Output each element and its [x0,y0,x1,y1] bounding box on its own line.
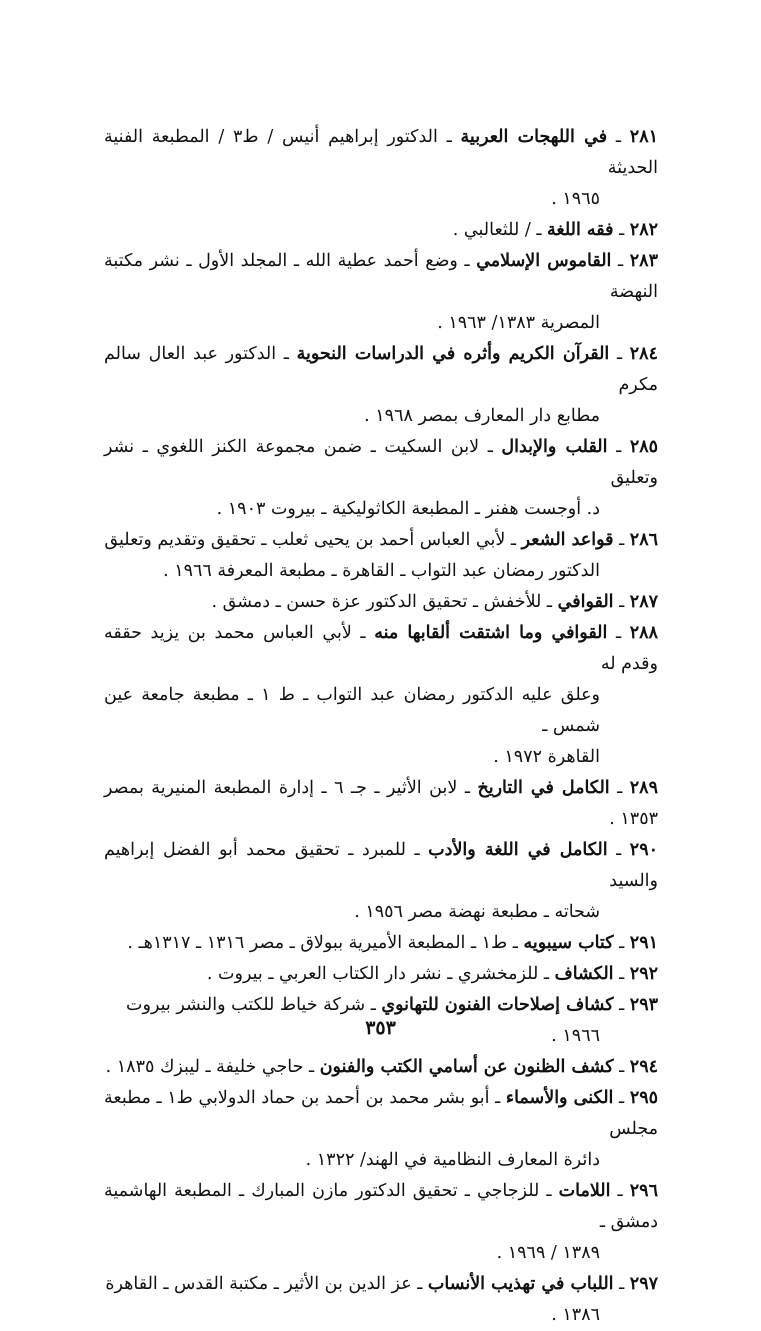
entry-number: ٢٨٩ [629,778,658,798]
entry-title: اللامات [558,1181,611,1201]
entry-details: وضع أحمد عطية الله ـ المجلد الأول ـ نشر مكتبة النهضة [104,251,658,302]
entry-details: للزمخشري ـ نشر دار الكتاب العربي ـ بيروت . [206,964,539,984]
bibliography-entry: ٢٩٠ ـ الكامل في اللغة والأدب ـ للمبرد ـ تحقيق محمد أبو الفضل إبراهيم والسيد شحاته ـ مطبعة نهضة مصر ١٩٥٦ . [104,835,658,928]
entry-continuation: د. أوجست هفنر ـ المطبعة الكاثوليكية ـ بيروت ١٩٠٣ . [216,499,600,519]
bibliography-entry: ٢٩٢ ـ الكشاف ـ للزمخشري ـ نشر دار الكتاب العربي ـ بيروت . [206,964,658,984]
entry-title: القوافي [557,592,614,612]
entry-title: كشاف إصلاحات الفنون للتهانوي [381,995,614,1015]
entry-continuation: القاهرة ١٩٧٢ . [493,747,600,767]
bibliography-entry: ٢٩١ ـ كتاب سيبويه ـ ط١ ـ المطبعة الأميرية ببولاق ـ مصر ١٣١٦ ـ ١٣١٧هـ . [127,933,658,953]
entry-number: ٢٩٠ [629,840,658,860]
entry-details: للمبرد ـ تحقيق محمد أبو الفضل إبراهيم والسيد [104,840,658,891]
bibliography-entry: ٢٨٨ ـ القوافي وما اشتقت ألقابها منه ـ لأبي العباس محمد بن يزيد حققه وقدم له وعلق عليه الدكتور رمضان عبد التواب ـ ط ١ ـ مطبعة جامعة عين شمس ـ القاهرة ١٩٧٢ . [104,618,658,773]
entry-number: ٢٩٥ [629,1088,659,1108]
bibliography-entry: ٢٨٧ ـ القوافي ـ للأخفش ـ تحقيق الدكتور عزة حسن ـ دمشق . [211,592,658,612]
bibliography-entry: ٢٩٥ ـ الكنى والأسماء ـ أبو بشر محمد بن أحمد بن حماد الدولابي ط١ ـ مطبعة مجلس دائرة المعارف النظامية في الهند/ ١٣٢٢ . [104,1083,658,1176]
entry-number: ٢٩٤ [629,1057,658,1077]
entry-title: في اللهجات العربية [460,127,608,147]
entry-number: ٢٩٢ [629,964,658,984]
entry-number: ٢٩٣ [629,995,658,1015]
bibliography-entry: ٢٨٦ ـ قواعد الشعر ـ لأبي العباس أحمد بن يحيى ثعلب ـ تحقيق وتقديم وتعليق الدكتور رمضان عبد التواب ـ القاهرة ـ مطبعة المعرفة ١٩٦٦ . [104,525,658,587]
entry-continuation: ١٣٨٩ / ١٩٦٩ . [496,1243,600,1263]
bibliography-entry: ٢٨٢ ـ فقه اللغة ـ / للثعالبي . [452,220,658,240]
bibliography-entry: ٢٨٣ ـ القاموس الإسلامي ـ وضع أحمد عطية الله ـ المجلد الأول ـ نشر مكتبة النهضة المصرية ١٣٨٣/ ١٩٦٣ . [104,246,658,339]
entry-title: فقه اللغة [547,220,614,240]
entry-title: القاموس الإسلامي [476,251,612,271]
entry-continuation: وعلق عليه الدكتور رمضان عبد التواب ـ ط ١ ـ مطبعة جامعة عين شمس ـ [104,685,601,736]
entry-continuation: ١٩٦٥ . [551,189,600,209]
entry-details: ط١ ـ المطبعة الأميرية ببولاق ـ مصر ١٣١٦ ـ ١٣١٧هـ . [127,933,508,953]
page-number: ٣٥٣ [365,1017,396,1039]
entry-number: ٢٩٧ [629,1274,658,1294]
entry-details: شركة خياط للكتب والنشر بيروت [126,995,366,1015]
entry-title: الكشاف [554,964,614,984]
entry-number: ٢٨٨ [629,623,658,643]
bibliography-entry: ٢٨٥ ـ القلب والإبدال ـ لابن السكيت ـ ضمن مجموعة الكنز اللغوي ـ نشر وتعليق د. أوجست هفنر ـ المطبعة الكاثوليكية ـ بيروت ١٩٠٣ . [104,432,658,525]
entry-details: للزجاجي ـ تحقيق الدكتور مازن المبارك ـ المطبعة الهاشمية دمشق ـ [104,1181,658,1232]
entry-details: الدكتور إبراهيم أنيس / ط٣ / المطبعة الفنية الحديثة [104,127,658,178]
entry-title: القلب والإبدال [501,437,608,457]
entry-number: ٢٨٢ [629,220,658,240]
entry-number: ٢٨٥ [629,437,659,457]
entry-details: عز الدين بن الأثير ـ مكتبة القدس ـ القاهرة [105,1274,412,1294]
entry-title: قواعد الشعر [521,530,614,550]
entry-continuation: ١٩٦٦ . [551,1026,600,1046]
bibliography-list [104,122,658,1331]
entry-number: ٢٨٧ [629,592,658,612]
entry-title: كتاب سيبويه [523,933,614,953]
entry-title: القوافي وما اشتقت ألقابها منه [374,623,608,643]
entry-title: الكنى والأسماء [505,1088,614,1108]
entry-details: لابن السكيت ـ ضمن مجموعة الكنز اللغوي ـ نشر وتعليق [104,437,658,488]
entry-title: الكامل في التاريخ [477,778,610,798]
bibliography-entry: ٢٩٣ ـ كشاف إصلاحات الفنون للتهانوي ـ شركة خياط للكتب والنشر بيروت ١٩٦٦ . [104,990,658,1052]
entry-number: ٢٨٦ [629,530,658,550]
bibliography-entry: ٢٨١ ـ في اللهجات العربية ـ الدكتور إبراهيم أنيس / ط٣ / المطبعة الفنية الحديثة ١٩٦٥ . [104,122,658,215]
entry-title: القرآن الكريم وأثره في الدراسات النحوية [296,344,610,364]
entry-continuation: شحاته ـ مطبعة نهضة مصر ١٩٥٦ . [354,902,600,922]
entry-details: للأخفش ـ تحقيق الدكتور عزة حسن ـ دمشق . [211,592,542,612]
entry-details: أبو بشر محمد بن أحمد بن حماد الدولابي ط١ ـ مطبعة مجلس [104,1088,658,1139]
entry-continuation: ١٣٨٦ . [551,1305,600,1325]
entry-title: اللباب في تهذيب الأنساب [427,1274,614,1294]
entry-number: ٢٨٤ [629,344,658,364]
entry-title: كشف الظنون عن أسامي الكتب والفنون [319,1057,614,1077]
entry-number: ٢٨١ [629,127,658,147]
bibliography-entry: ٢٩٦ ـ اللامات ـ للزجاجي ـ تحقيق الدكتور مازن المبارك ـ المطبعة الهاشمية دمشق ـ ١٣٨٩ / ١٩٦٩ . [104,1176,658,1269]
bibliography-entry: ٢٨٩ ـ الكامل في التاريخ ـ لابن الأثير ـ جـ ٦ ـ إدارة المطبعة المنيرية بمصر ١٣٥٣ . [104,778,658,829]
entry-continuation: الدكتور رمضان عبد التواب ـ القاهرة ـ مطبعة المعرفة ١٩٦٦ . [163,561,600,581]
entry-details: لأبي العباس أحمد بن يحيى ثعلب ـ تحقيق وتقديم وتعليق [104,530,506,550]
entry-details: لابن الأثير ـ جـ ٦ ـ إدارة المطبعة المنيرية بمصر ١٣٥٣ . [104,778,658,829]
entry-number: ٢٩٦ [629,1181,658,1201]
bibliography-entry: ٢٨٤ ـ القرآن الكريم وأثره في الدراسات النحوية ـ الدكتور عبد العال سالم مكرم مطابع دار المعارف بمصر ١٩٦٨ . [104,339,658,432]
entry-details: / للثعالبي . [452,220,531,240]
bibliography-entry: ٢٩٧ ـ اللباب في تهذيب الأنساب ـ عز الدين بن الأثير ـ مكتبة القدس ـ القاهرة ١٣٨٦ . [104,1269,658,1331]
entry-continuation: دائرة المعارف النظامية في الهند/ ١٣٢٢ . [305,1150,600,1170]
entry-details: الدكتور عبد العال سالم مكرم [104,344,658,395]
entry-number: ٢٩١ [629,933,658,953]
bibliography-entry: ٢٩٤ ـ كشف الظنون عن أسامي الكتب والفنون ـ حاجي خليفة ـ ليبزك ١٨٣٥ . [105,1057,658,1077]
entry-continuation: المصرية ١٣٨٣/ ١٩٦٣ . [437,313,600,333]
entry-continuation: مطابع دار المعارف بمصر ١٩٦٨ . [364,406,600,426]
entry-details: حاجي خليفة ـ ليبزك ١٨٣٥ . [105,1057,304,1077]
entry-title: الكامل في اللغة والأدب [428,840,608,860]
entry-number: ٢٨٣ [629,251,658,271]
entry-details: لأبي العباس محمد بن يزيد حققه وقدم له [104,623,658,674]
